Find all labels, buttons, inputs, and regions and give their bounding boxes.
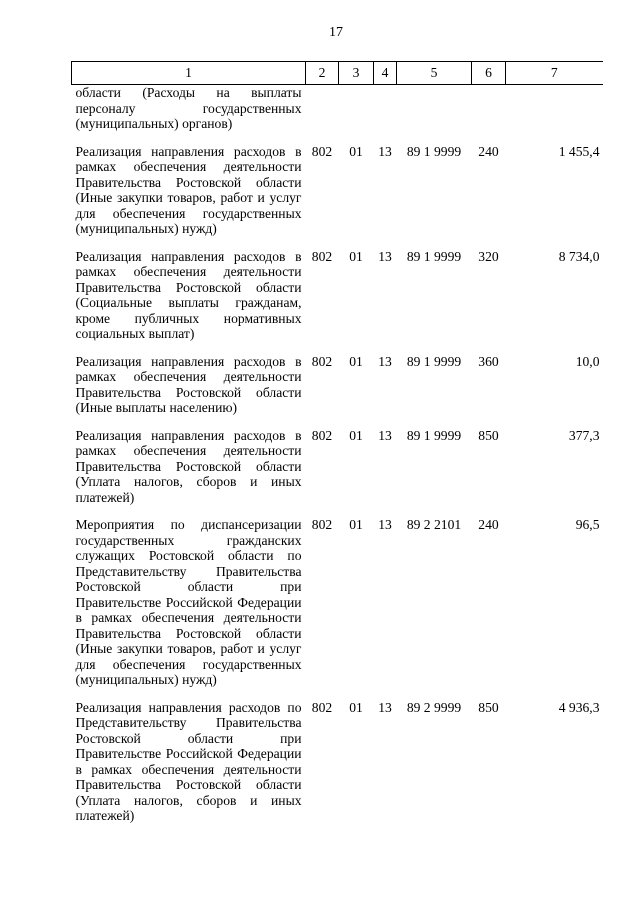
row-code-section: 01 (349, 353, 363, 369)
row-code-expense: 240 (478, 143, 499, 159)
row-amount: 4 936,3 (558, 699, 600, 715)
continuation-text: области (Расходы на выплаты персоналу государственных (муниципальных) органов) (75, 85, 302, 131)
row-amount: 8 734,0 (558, 248, 600, 264)
row-code-expense: 240 (478, 517, 499, 532)
table-header-row (72, 62, 603, 85)
row-code-target: 89 1 9999 (406, 248, 462, 264)
table-row (72, 422, 603, 512)
row-code-section: 01 (349, 248, 363, 264)
row-amount: 10,0 (575, 353, 600, 369)
row-code-ministry: 802 (311, 699, 333, 715)
table-row (72, 511, 603, 694)
header-col-3: 3 (339, 62, 374, 85)
row-code-target: 89 1 9999 (406, 143, 462, 159)
row-name: Мероприятия по диспансеризации государственных гражданских служащих Ростовской области по Представительству Правительства Ростовской области при Правительстве Российской Федерации в рамках обеспечения деятельности Правительства Ростовской области (Иные закупки товаров, работ и услуг для обеспечения государственных (муниципальных) нужд) (75, 517, 302, 687)
row-name: Реализация направления расходов в рамках обеспечения деятельности Правительства Ростовской области (Уплата налогов, сборов и иных платежей) (75, 427, 302, 505)
row-code-section: 01 (349, 427, 363, 443)
row-amount: 1 455,4 (558, 143, 600, 159)
row-code-target: 89 1 9999 (406, 427, 462, 443)
row-code-target: 89 2 2101 (406, 517, 462, 532)
row-name: Реализация направления расходов по Представительству Правительства Ростовской области при Правительстве Российской Федерации в рамках обеспечения деятельности Правительства Ростовской области (Уплата налогов, сборов и иных платежей) (75, 699, 302, 823)
row-code-section: 01 (349, 699, 363, 715)
row-code-expense: 320 (478, 248, 499, 264)
row-code-subsection: 13 (378, 427, 392, 443)
row-code-expense: 850 (478, 699, 499, 715)
row-amount: 96,5 (575, 517, 600, 532)
row-code-expense: 360 (478, 353, 499, 369)
header-col-2: 2 (306, 62, 339, 85)
row-code-subsection: 13 (378, 699, 392, 715)
budget-table (71, 61, 603, 830)
continuation-row (72, 85, 603, 138)
table-row (72, 243, 603, 348)
row-code-section: 01 (349, 517, 363, 532)
page-number: 17 (329, 25, 343, 40)
row-code-section: 01 (349, 143, 363, 159)
row-name: Реализация направления расходов в рамках обеспечения деятельности Правительства Ростовской области (Иные выплаты населению) (75, 353, 302, 415)
row-code-target: 89 1 9999 (406, 353, 462, 369)
row-code-target: 89 2 9999 (406, 699, 462, 715)
row-code-subsection: 13 (378, 143, 392, 159)
header-col-6: 6 (472, 62, 506, 85)
row-name: Реализация направления расходов в рамках обеспечения деятельности Правительства Ростовской области (Иные закупки товаров, работ и услуг для обеспечения государственных (муниципальных) нужд) (75, 143, 302, 236)
header-col-5: 5 (397, 62, 472, 85)
header-col-4: 4 (374, 62, 397, 85)
row-code-ministry: 802 (311, 517, 333, 532)
row-code-ministry: 802 (311, 143, 333, 159)
header-col-1: 1 (72, 62, 306, 85)
row-code-expense: 850 (478, 427, 499, 443)
table-row (72, 138, 603, 243)
row-code-subsection: 13 (378, 248, 392, 264)
row-amount: 377,3 (568, 427, 600, 443)
row-code-ministry: 802 (311, 353, 333, 369)
row-code-ministry: 802 (311, 248, 333, 264)
table-row (72, 348, 603, 422)
header-col-7: 7 (506, 62, 603, 85)
row-code-subsection: 13 (378, 353, 392, 369)
row-code-subsection: 13 (378, 517, 392, 532)
row-name: Реализация направления расходов в рамках обеспечения деятельности Правительства Ростовской области (Социальные выплаты гражданам, кроме публичных нормативных социальных выплат) (75, 248, 302, 341)
table-row (72, 694, 603, 830)
row-code-ministry: 802 (311, 427, 333, 443)
